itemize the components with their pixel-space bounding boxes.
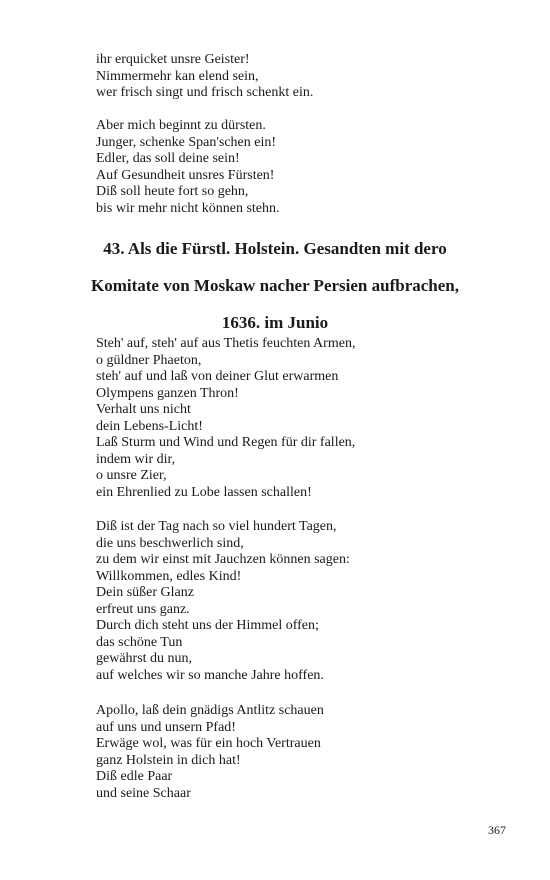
verse-line: Durch dich steht uns der Himmel offen; — [96, 618, 319, 633]
verse-line: steh' auf und laß von deiner Glut erwarmen — [96, 369, 339, 384]
verse-line: Laß Sturm und Wind und Regen für dir fallen, — [96, 435, 356, 450]
verse-line: ihr erquicket unsre Geister! — [96, 52, 250, 67]
verse-line: auf welches wir so manche Jahre hoffen. — [96, 667, 324, 683]
stanza-1 — [96, 336, 516, 501]
verse-line: wer frisch singt und frisch schenkt ein. — [96, 85, 314, 100]
stanza-top-1 — [96, 52, 516, 102]
verse-line: Nimmermehr kan elend sein, — [96, 68, 259, 84]
poem-title-line-1: 43. Als die Fürstl. Holstein. Gesandten mit dero — [103, 239, 447, 258]
verse-line: und seine Schaar — [96, 785, 191, 801]
verse-line: Verhalt uns nicht — [96, 402, 191, 417]
stanza-3 — [96, 703, 516, 802]
verse-line: Aber mich beginnt zu dürsten. — [96, 118, 266, 133]
verse-line: indem wir dir, — [96, 451, 176, 467]
verse-line: ganz Holstein in dich hat! — [96, 752, 241, 768]
poem-title-line-3: 1636. im Junio — [221, 313, 329, 332]
verse-line: Willkommen, edles Kind! — [96, 568, 242, 584]
verse-line: Edler, das soll deine sein! — [96, 151, 240, 166]
verse-line: Apollo, laß dein gnädigs Antlitz schauen — [96, 703, 324, 718]
stanza-top-2 — [96, 118, 516, 217]
verse-line: o güldner Phaeton, — [96, 352, 202, 368]
verse-line: das schöne Tun — [96, 634, 183, 650]
verse-line: Olympens ganzen Thron! — [96, 385, 239, 401]
verse-line: Diß edle Paar — [96, 769, 173, 784]
verse-line: ein Ehrenlied zu Lobe lassen schallen! — [96, 484, 312, 500]
verse-line: zu dem wir einst mit Jauchzen können sagen: — [96, 552, 350, 567]
verse-line: erfreut uns ganz. — [96, 601, 190, 617]
verse-line: auf uns und unsern Pfad! — [96, 719, 236, 735]
verse-line: Erwäge wol, was für ein hoch Vertrauen — [96, 736, 321, 751]
verse-line: Auf Gesundheit unsres Fürsten! — [96, 167, 275, 183]
verse-line: dein Lebens-Licht! — [96, 418, 203, 434]
verse-line: gewährst du nun, — [96, 651, 193, 666]
verse-line: die uns beschwerlich sind, — [96, 535, 244, 551]
verse-line: Dein süßer Glanz — [96, 585, 194, 600]
page-number: 367 — [488, 823, 506, 837]
verse-line: bis wir mehr nicht können stehn. — [96, 200, 280, 216]
verse-line: Steh' auf, steh' auf aus Thetis feuchten Armen, — [96, 336, 356, 351]
verse-line: o unsre Zier, — [96, 468, 167, 483]
verse-line: Junger, schenke Span'schen ein! — [96, 134, 277, 150]
verse-line: Diß ist der Tag nach so viel hundert Tagen, — [96, 519, 337, 534]
stanza-2 — [96, 519, 516, 684]
poem-title-line-2: Komitate von Moskaw nacher Persien aufbrachen, — [91, 276, 459, 295]
verse-line: Diß soll heute fort so gehn, — [96, 184, 249, 199]
